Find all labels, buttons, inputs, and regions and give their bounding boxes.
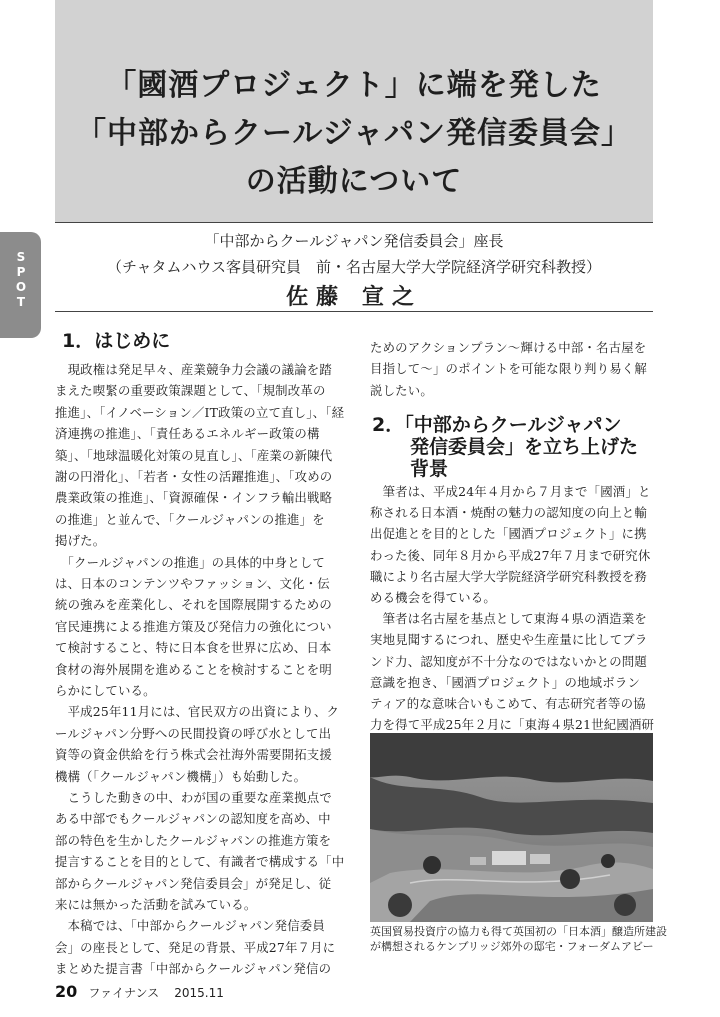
body-text-line: ティア的な意味合いもこめて、有志研究者等の協 (370, 696, 646, 711)
title-line-3: の活動について (245, 164, 463, 199)
photo-caption-line-1: 英国貿易投資庁の協力も得て英国初の「日本酒」醸造所建設 (370, 925, 667, 938)
body-text-line: らかにしている。 (55, 683, 156, 698)
page-footer (55, 982, 224, 1001)
body-text-line: 目指して～」のポイントを可能な限り判り易く解 (370, 361, 647, 377)
body-text-line: 出促進とを目的とした「國酒プロジェクト」に携 (370, 526, 647, 542)
title-line-2: 「中部からクールジャパン発信委員会」 (75, 116, 633, 151)
body-text-line: 現政権は発足早々、産業競争力会議の議論を踏 (55, 362, 332, 377)
title-band (55, 0, 653, 222)
body-text-line: まとめた提言書「中部からクールジャパン発信の (55, 961, 332, 977)
body-text-line: 資等の資金供給を行う株式会社海外需要開拓支援 (55, 747, 332, 763)
body-text-line: 本稿では、「中部からクールジャパン発信委員 (55, 918, 325, 934)
body-text-line: 官民連携による推進方策及び発信力の強化につい (55, 618, 332, 634)
body-text-line: 力を得て平成25年２月に「東海４県21世紀國酒研 (370, 717, 655, 733)
section-2-heading-line-2: 発信委員会」を立ち上げた (410, 436, 639, 458)
photo-illustration (370, 733, 653, 922)
body-text-line: 実地見聞するにつれ、歴史や生産量に比してブラ (370, 632, 648, 648)
section-2-heading-line-1: 2．「中部からクールジャパン (372, 414, 622, 436)
body-text-line: 職により名古屋大学大学院経済学研究科教授を務 (370, 568, 647, 584)
body-text-line: ためのアクションプラン～輝ける中部・名古屋を (370, 340, 647, 355)
body-text-line: 築」、「地球温暖化対策の見直し」、「産業の新陳代 (55, 447, 333, 463)
body-text-line: まえた喫緊の重要政策課題として、「規制改革の (55, 383, 326, 399)
body-text-line: 推進」、「イノベーション／IT政策の立て直し」、「経 (55, 404, 345, 420)
body-text-line: 提言することを目的として、有識者で構成する「中 (55, 854, 345, 870)
body-text-line: 来には無かった活動を試みている。 (55, 897, 257, 912)
body-text-line: 部の特色を生かしたクールジャパンの推進方策を (55, 832, 332, 848)
body-text-line: ンド力、認知度が不十分なのではないかとの問題 (370, 653, 647, 669)
tab-letter: P (16, 265, 26, 279)
body-text-line: わった後、同年８月から平成27年７月まで研究休 (370, 547, 651, 563)
body-text-line: 「クールジャパンの推進」の具体的中身として (55, 554, 325, 570)
body-text-line: 筆者は、平成24年４月から７月まで「國酒」と (370, 484, 651, 499)
section-tab-spot (0, 232, 41, 338)
section-1-heading: 1．はじめに (62, 330, 171, 352)
tab-letter: O (15, 280, 27, 294)
magazine-name: ファイナンス (88, 986, 160, 1000)
body-text-line: 意識を抱き、「國酒プロジェクト」の地域ボラン (370, 674, 641, 690)
body-text-line: 掲げた。 (55, 533, 106, 549)
section-2-heading-line-3: 背景 (410, 458, 449, 480)
body-text-line: ある中部でもクールジャパンの認知度を高め、中 (55, 811, 331, 827)
body-text-line: 平成25年11月には、官民双方の出資により、ク (55, 704, 340, 720)
body-text-line: 説したい。 (370, 382, 433, 398)
body-text-line: こうした動きの中、わが国の重要な産業拠点で (55, 790, 332, 805)
body-text-line: 食材の海外展開を進めることを検討することを明 (55, 661, 332, 677)
body-text-line: 会」の座長として、発足の背景、平成27年７月に (55, 939, 336, 955)
body-text-line: 統の強みを産業化し、それを国際展開するための (55, 597, 332, 613)
body-text-line: 謝の円滑化」、「若者・女性の活躍推進」、「攻めの (55, 469, 333, 484)
body-text-line: 機構（「クールジャパン機構」）も始動した。 (55, 768, 307, 784)
body-text-line: 筆者は名古屋を基点として東海４県の酒造業を (370, 611, 647, 627)
body-text-line: 称される日本酒・焼酎の魅力の認知度の向上と輸 (370, 505, 647, 521)
body-text-line: て検討すること、特に日本食を世界に広め、日本 (55, 640, 332, 656)
byline-top-rule (55, 222, 653, 223)
body-text-line: める機会を得ている。 (370, 590, 496, 605)
section-tab-label (14, 250, 28, 310)
body-text-line: 部からクールジャパン発信委員会」が発足し、従 (55, 875, 332, 891)
page-number: 20 (55, 982, 78, 1001)
author-role: 「中部からクールジャパン発信委員会」座長 (204, 232, 504, 250)
author-name: 佐藤 宣之 (286, 285, 422, 310)
tab-letter: T (16, 295, 26, 309)
author-affiliation: （チャタムハウス客員研究員 前・名古屋大学大学院経済学研究科教授） (106, 258, 602, 276)
tab-letter: S (16, 250, 26, 264)
body-text-line: の推進」と並んで、「クールジャパンの推進」を (55, 511, 325, 527)
issue-date: 2015.11 (174, 986, 224, 1000)
body-text-line: 農業政策の推進」、「資源確保・インフラ輸出戦略 (55, 490, 333, 506)
estate-aerial-photo (370, 733, 653, 922)
body-text-line: ールジャパン分野への民間投資の呼び水として出 (55, 725, 332, 741)
body-text-line: 済連携の推進」、「責任あるエネルギー政策の構 (55, 426, 320, 442)
body-text-line: は、日本のコンテンツやファッション、文化・伝 (55, 576, 330, 591)
photo-caption-line-2: が構想されるケンブリッジ郊外の邸宅・フォーダムアビー (370, 940, 654, 953)
byline-bottom-rule (55, 311, 653, 312)
title-line-1: 「國酒プロジェクト」に端を発した (106, 68, 602, 103)
